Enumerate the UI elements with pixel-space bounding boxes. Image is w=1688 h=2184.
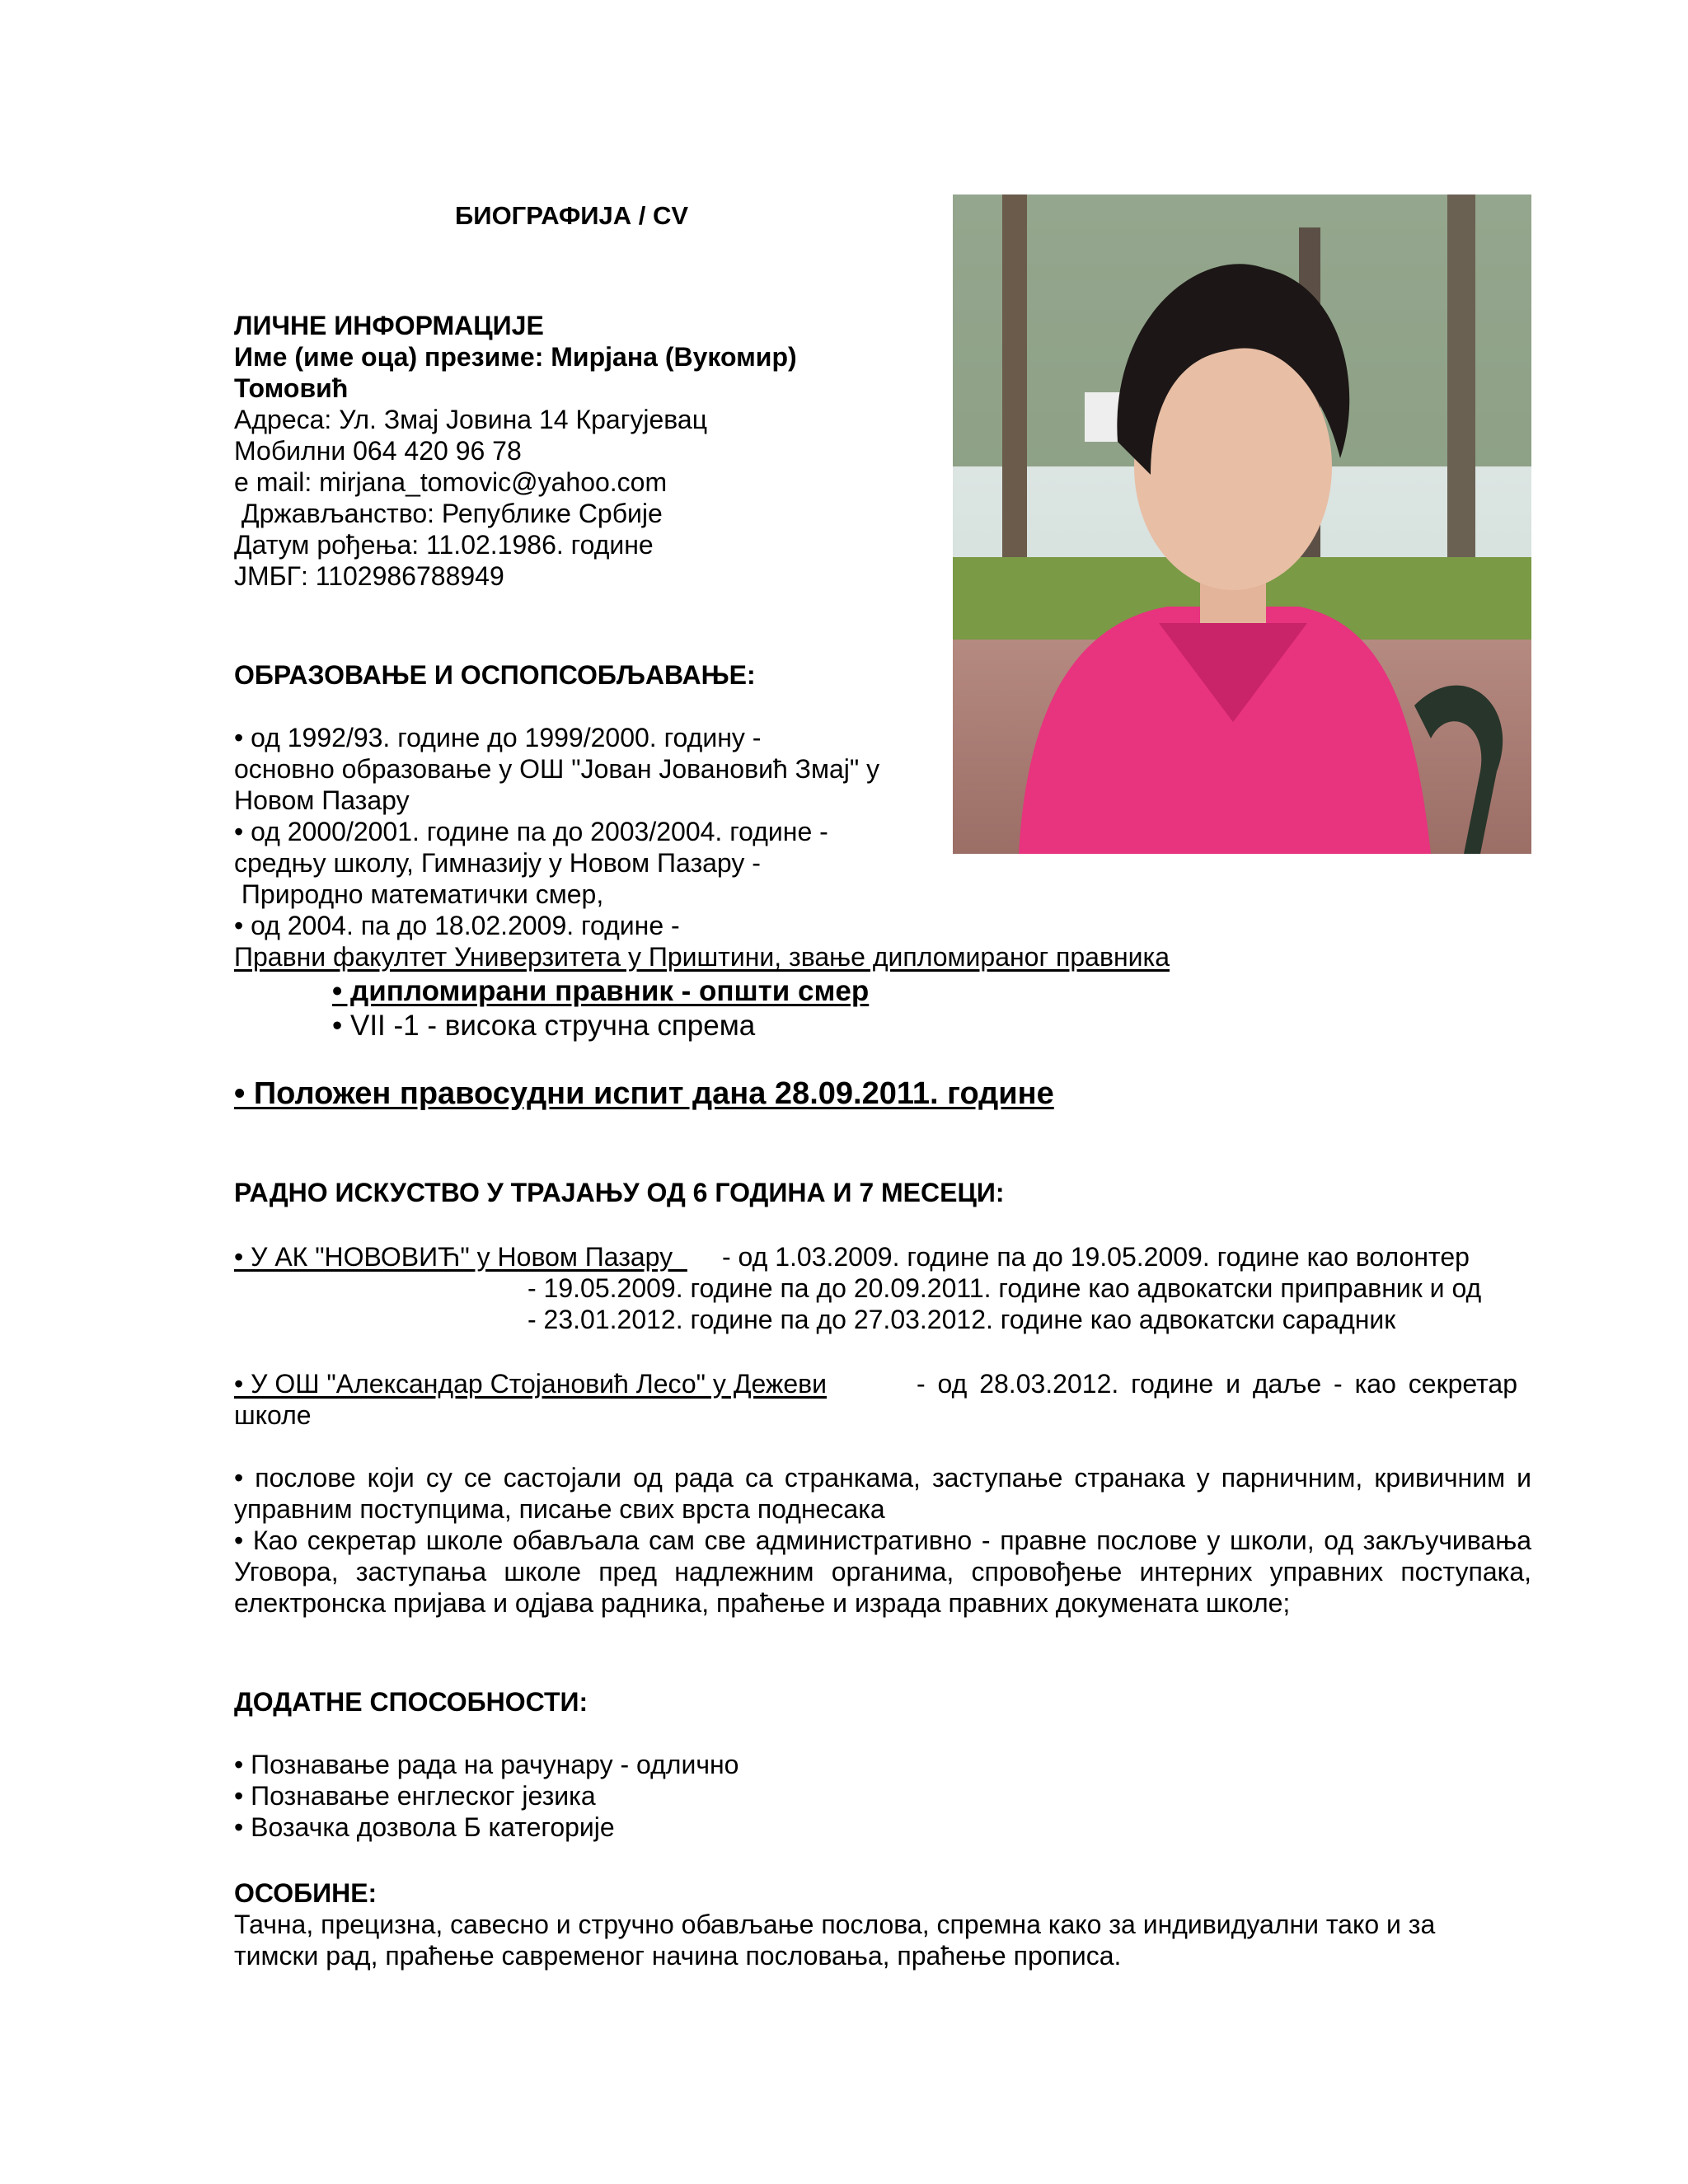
skills-heading: ДОДАТНЕ СПОСОБНОСТИ: (234, 1687, 588, 1717)
education-line: • од 1992/93. године до 1999/2000. годину - (234, 723, 762, 752)
profile-photo (953, 194, 1531, 854)
education-line: Новом Пазару (234, 785, 410, 815)
duties-paragraph-2: • Као секретар школе обављала сам све административно - правне послове у школи, од закључивања Уговора, заступања школе пред надлежним органима, спровођење интерних управних поступака, електронска пријава и одјава радника, праћење и израда правних докумената школе; (234, 1526, 1531, 1618)
experience-heading: РАДНО ИСКУСТВО У ТРАЈАЊУ ОД 6 ГОДИНА И 7 МЕСЕЦИ: (234, 1178, 1005, 1207)
duties-paragraph-1: • послове који су се састојали од рада са странкама, заступање странака у парничним, кривичним и управним поступцима, писање свих врста поднесака (234, 1463, 1531, 1524)
job2-period-text: - од 28.03.2012. године и даље - као секретар (917, 1369, 1517, 1399)
skill-item: • Возачка дозвола Б категорије (234, 1812, 615, 1842)
email: e mail: mirjana_tomovic@yahoo.com (234, 467, 668, 497)
job1-period-2: - 19.05.2009. године па до 20.09.2011. године као адвокатски приправник и од (528, 1273, 1482, 1303)
mobile: Мобилни 064 420 96 78 (234, 436, 522, 466)
duties-section (234, 1462, 1531, 1619)
faculty: Правни факултет Универзитета у Приштини, звање дипломираног правника (234, 942, 1170, 972)
job1-period-1: - од 1.03.2009. године па до 19.05.2009. године као волонтер (722, 1242, 1470, 1272)
page-title: БИОГРАФИЈА / CV (455, 201, 689, 230)
personal-heading: ЛИЧНЕ ИНФОРМАЦИЈЕ (234, 311, 544, 340)
education-line: Природно математички смер, (234, 879, 604, 909)
job1-period-3: - 23.01.2012. године па до 27.03.2012. године као адвокатски сарадник (528, 1305, 1396, 1334)
citizenship: Држављанство: Републике Србије (234, 499, 663, 528)
name-line-2: Томовић (234, 373, 349, 403)
education-heading: ОБРАЗОВАЊЕ И ОСПОПСОБЉАВАЊЕ: (234, 660, 756, 690)
birth-date: Датум рођења: 11.02.1986. године (234, 530, 654, 560)
name-line-1: Име (име оца) презиме: Мирјана (Вукомир) (234, 342, 797, 372)
bar-exam: • Положен правосудни испит дана 28.09.2011. године (234, 1076, 1054, 1111)
job2-employer: • У ОШ "Александар Стојановић Лесо" у Дежеви (234, 1369, 827, 1399)
education-line: • од 2000/2001. године па до 2003/2004. године - (234, 817, 828, 846)
education-line: • од 2004. па до 18.02.2009. године - (234, 911, 680, 940)
skill-item: • Познавање енглеског језика (234, 1781, 596, 1811)
education-line: основно образовање у ОШ "Јован Јовановић Змај" у (234, 754, 880, 784)
traits-heading: ОСОБИНЕ: (234, 1878, 377, 1908)
job2-period (917, 1368, 1531, 1399)
education-line: средњу школу, Гимназију у Новом Пазару - (234, 848, 761, 878)
skill-item: • Познавање рада на рачунару - одлично (234, 1750, 739, 1779)
job2-continuation: школе (234, 1400, 312, 1430)
traits-text: Тачна, прецизна, савесно и стручно обављање послова, спремна како за индивидуални тако и за тимски рад, праћење савременог начина пословања, праћење прописа. (234, 1910, 1436, 1971)
address: Адреса: Ул. Змај Јовина 14 Крагујевац (234, 405, 708, 434)
jmbg: ЈМБГ: 1102986788949 (234, 561, 504, 591)
degree: • дипломирани правник - општи смер (332, 975, 870, 1007)
education-level: • VII -1 - висока стручна спрема (332, 1010, 756, 1042)
job1-employer: • У АК "НОВОВИЋ" у Новом Пазару (234, 1242, 687, 1272)
